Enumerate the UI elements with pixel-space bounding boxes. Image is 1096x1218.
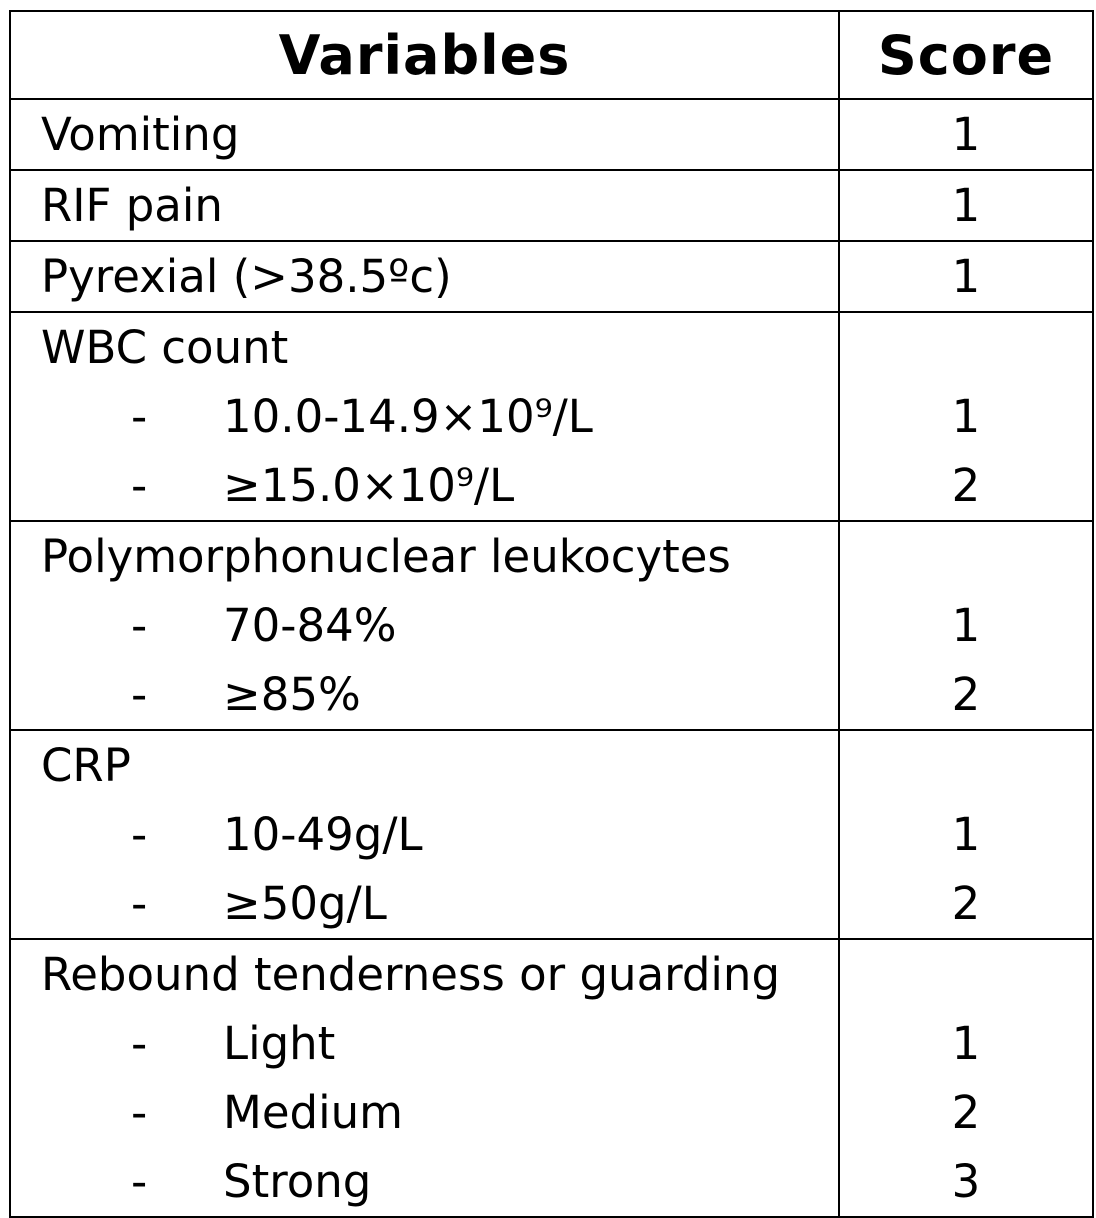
score-value: 1 [951, 179, 981, 232]
sub-item-label: Strong [223, 1155, 372, 1208]
score-value: 1 [951, 250, 981, 303]
sub-item [11, 591, 838, 660]
sub-item-label: 70-84% [223, 599, 397, 652]
table-row-pyrexial [10, 241, 1093, 312]
score-value: 3 [951, 1155, 981, 1208]
variable-label: CRP [41, 739, 131, 792]
sub-item-label: 10-49g/L [223, 808, 423, 861]
score-value: 2 [951, 1086, 981, 1139]
table-row-polymorphonuclear-leukocytes [10, 521, 1093, 730]
dash-bullet: - [131, 668, 148, 721]
variable-label: RIF pain [41, 179, 223, 232]
sub-item-label: 10.0-14.9×10⁹/L [223, 390, 593, 443]
score-value: 2 [951, 668, 981, 721]
sub-item-label: ≥85% [223, 668, 361, 721]
sub-item [11, 1009, 838, 1078]
score-table [9, 10, 1094, 1218]
score-value: 2 [951, 459, 981, 512]
score-value: 1 [951, 390, 981, 443]
sub-item-label: Light [223, 1017, 336, 1070]
variable-label: Pyrexial (>38.5ºc) [41, 250, 452, 303]
variable-label: Polymorphonuclear leukocytes [41, 530, 731, 583]
dash-bullet: - [131, 1017, 148, 1070]
table-row-wbc-count [10, 312, 1093, 521]
dash-bullet: - [131, 599, 148, 652]
variables-header: Variables [10, 11, 839, 99]
sub-item-label: ≥50g/L [223, 877, 387, 930]
score-value: 1 [951, 1017, 981, 1070]
variable-label: Vomiting [41, 108, 240, 161]
sub-item [11, 1078, 838, 1147]
sub-item [11, 660, 838, 729]
dash-bullet: - [131, 390, 148, 443]
sub-item [11, 800, 838, 869]
table-header-row [10, 11, 1093, 99]
table-row-vomiting [10, 99, 1093, 170]
table-row-rebound-tenderness [10, 939, 1093, 1217]
sub-item [11, 869, 838, 938]
table-row-crp [10, 730, 1093, 939]
sub-item-label: ≥15.0×10⁹/L [223, 459, 515, 512]
score-header: Score [839, 11, 1093, 99]
sub-item [11, 1147, 838, 1216]
score-value: 1 [951, 599, 981, 652]
variable-label: WBC count [41, 321, 289, 374]
dash-bullet: - [131, 1155, 148, 1208]
dash-bullet: - [131, 459, 148, 512]
dash-bullet: - [131, 877, 148, 930]
variable-label: Rebound tenderness or guarding [41, 948, 781, 1001]
dash-bullet: - [131, 808, 148, 861]
sub-item [11, 382, 838, 451]
sub-item [11, 451, 838, 520]
dash-bullet: - [131, 1086, 148, 1139]
score-value: 1 [951, 808, 981, 861]
sub-item-label: Medium [223, 1086, 403, 1139]
score-value: 1 [951, 108, 981, 161]
score-value: 2 [951, 877, 981, 930]
table-row-rif-pain [10, 170, 1093, 241]
